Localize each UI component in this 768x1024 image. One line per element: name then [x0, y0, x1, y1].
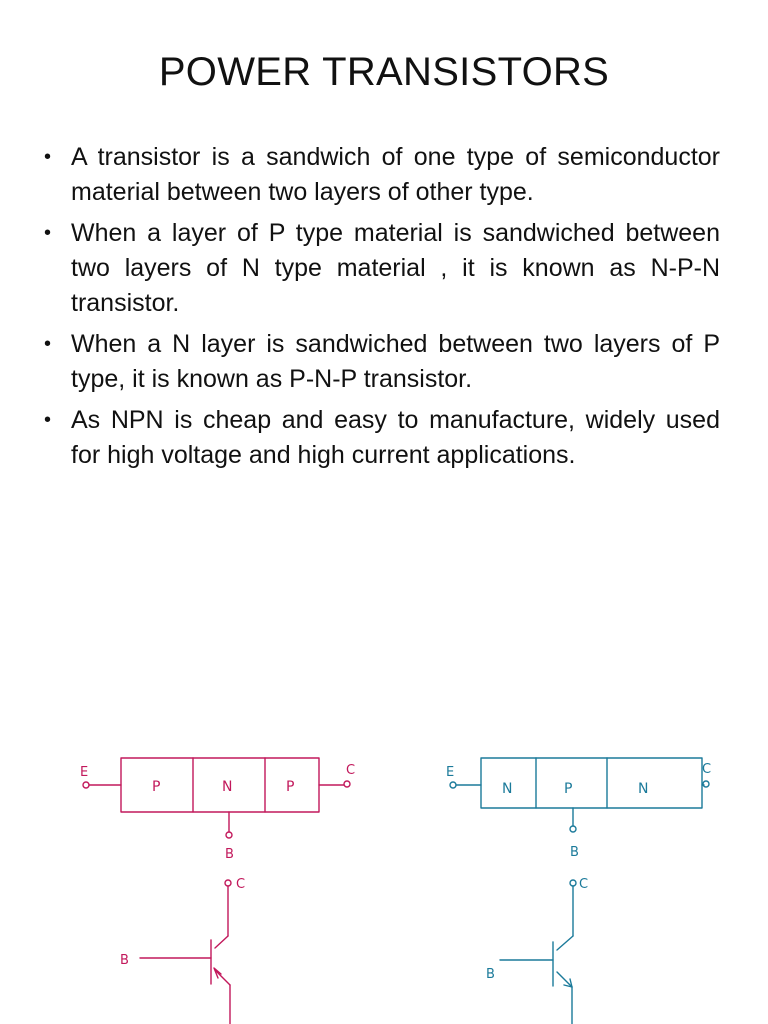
pnp-layer-label: P — [286, 779, 295, 795]
bullet-icon: • — [44, 409, 52, 431]
pnp-layer-label: N — [222, 779, 233, 795]
npn-layer-label: N — [638, 781, 649, 797]
npn-block — [481, 758, 702, 808]
bullet-item: • When a layer of P type material is sandwiched between two layers of N type material , it is known as N-P-N transistor. — [44, 216, 720, 321]
npn-symbol — [500, 880, 576, 1024]
npn-layer-label: N — [502, 781, 513, 797]
pnp-layer-label: P — [152, 779, 161, 795]
bullet-list — [44, 140, 720, 479]
pnp-diagram — [0, 740, 384, 1024]
npn-diagram — [384, 740, 768, 1024]
npn-base-label: B — [570, 845, 579, 860]
slide-title: POWER TRANSISTORS — [158, 50, 610, 94]
npn-collector-label: C — [702, 762, 712, 777]
bullet-item: • As NPN is cheap and easy to manufacture, widely used for high voltage and high current applications. — [44, 403, 720, 473]
npn-layer-label: P — [564, 781, 573, 797]
pnp-emitter-label: E — [80, 765, 89, 780]
bullet-item: • When a N layer is sandwiched between two layers of P type, it is known as P-N-P transistor. — [44, 327, 720, 397]
bullet-icon: • — [44, 333, 52, 355]
pnp-symbol-base-label: B — [120, 953, 129, 968]
npn-emitter-label: E — [446, 765, 455, 780]
bullet-icon: • — [44, 222, 52, 244]
npn-symbol-base-label: B — [486, 967, 495, 982]
pnp-collector-label: C — [346, 763, 356, 778]
pnp-symbol-collector-label: C — [236, 877, 246, 892]
bullet-icon: • — [44, 146, 52, 168]
pnp-base-label: B — [225, 847, 234, 862]
npn-symbol-collector-label: C — [579, 877, 589, 892]
bullet-item: • A transistor is a sandwich of one type of semiconductor material between two layers of other type. — [44, 140, 720, 210]
pnp-symbol — [140, 880, 231, 1024]
